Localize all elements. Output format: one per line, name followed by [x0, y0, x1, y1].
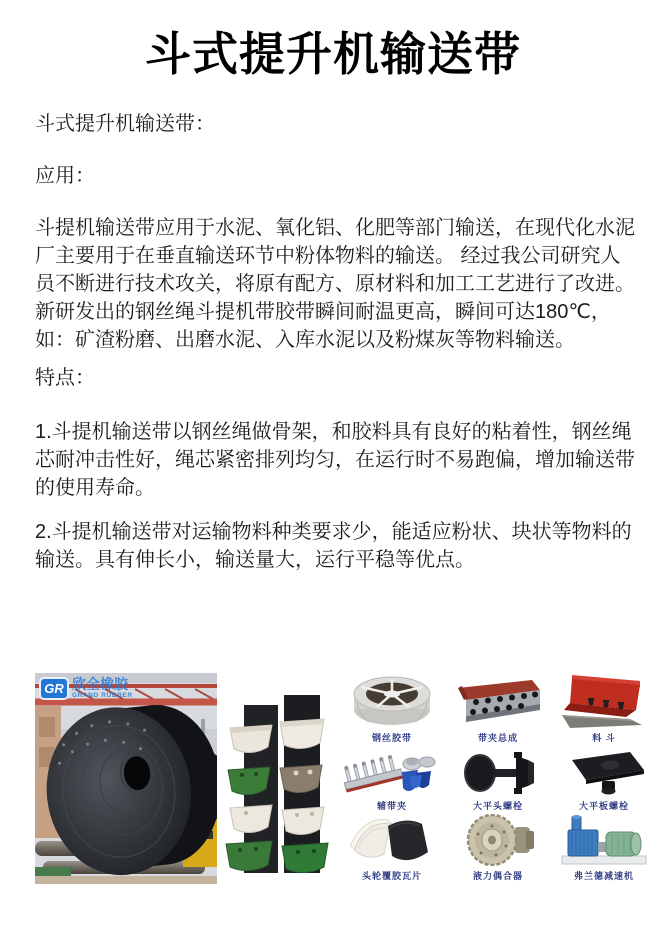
part-label: 液力偶合器	[472, 871, 523, 881]
part-label: 料 斗	[592, 733, 616, 743]
part-cell-belt-clamp-assembly	[446, 672, 550, 744]
flat-head-bolt-image	[450, 750, 546, 796]
features-label: 特点：	[35, 367, 95, 389]
factory-scene-illustration	[35, 673, 217, 884]
article-body	[35, 110, 635, 574]
steel-rope-belt-roll-image	[347, 672, 437, 728]
page-title: 斗式提升机输送带	[145, 28, 521, 80]
part-label: 大平板螺栓	[578, 801, 629, 811]
product-heading: 斗式提升机输送带：	[35, 113, 215, 135]
brand-name-english: GRAND RUBBER	[72, 692, 133, 699]
flender-reducer-image	[554, 814, 654, 866]
feature-2-paragraph: 2.斗提机输送带对运输物料种类要求少，能适应粉状、块状等物料的输送。具有伸长小，输送量大，运行平稳等优点。	[35, 521, 632, 571]
flat-plate-bolt-image	[556, 750, 652, 796]
belt-clamp-assembly-image	[448, 672, 548, 728]
bucket-display-photo	[222, 679, 332, 877]
part-label: 头轮覆胶瓦片	[361, 871, 422, 881]
product-image-gallery	[0, 666, 666, 948]
auxiliary-belt-clamp-image	[342, 750, 442, 796]
part-cell-head-wheel-tiles	[340, 814, 444, 882]
part-label: 大平头螺栓	[472, 801, 523, 811]
hopper-bucket-image	[558, 672, 650, 728]
part-label: 弗兰德减速机	[573, 871, 634, 881]
part-cell-hopper	[552, 672, 656, 744]
application-paragraph: 斗提机输送带应用于水泥、氧化铝、化肥等部门输送，在现代化水泥厂主要用于在垂直输送环节中粉体物料的输送。 经过我公司研究人员不断进行技术攻关，将原有配方、原材料和加工工艺进行了改进。新研发出的钢丝绳斗提机带胶带瞬间耐温更高，瞬间可达180℃，如：矿渣粉磨、出磨水泥、入库水泥以及粉煤灰等物料输送。	[35, 217, 635, 351]
part-cell-flat-head-bolt	[446, 750, 550, 812]
head-wheel-rubber-tiles-image	[346, 814, 438, 866]
part-cell-fluid-coupling	[446, 814, 550, 882]
part-label: 带夹总成	[477, 733, 518, 743]
part-cell-auxiliary-belt-clamp	[340, 750, 444, 812]
part-cell-steel-rope-belt	[340, 672, 444, 744]
brand-logo	[39, 677, 133, 700]
brand-logo-badge-icon: GR	[39, 677, 69, 700]
factory-belt-roll-photo	[35, 673, 217, 884]
application-label: 应用：	[35, 165, 95, 187]
feature-1-paragraph: 1.斗提机输送带以钢丝绳做骨架，和胶料具有良好的粘着性，钢丝绳芯耐冲击性好，绳芯紧密排列均匀，在运行时不易跑偏，增加输送带的使用寿命。	[35, 421, 635, 499]
bucket-display-illustration	[222, 679, 332, 877]
part-cell-flat-plate-bolt	[552, 750, 656, 812]
fluid-coupling-image	[452, 814, 544, 866]
part-cell-flender-reducer	[552, 814, 656, 882]
part-label: 钢丝胶带	[371, 733, 412, 743]
part-label: 辅带夹	[376, 801, 407, 811]
brand-name-chinese: 欣全橡胶	[72, 676, 128, 692]
